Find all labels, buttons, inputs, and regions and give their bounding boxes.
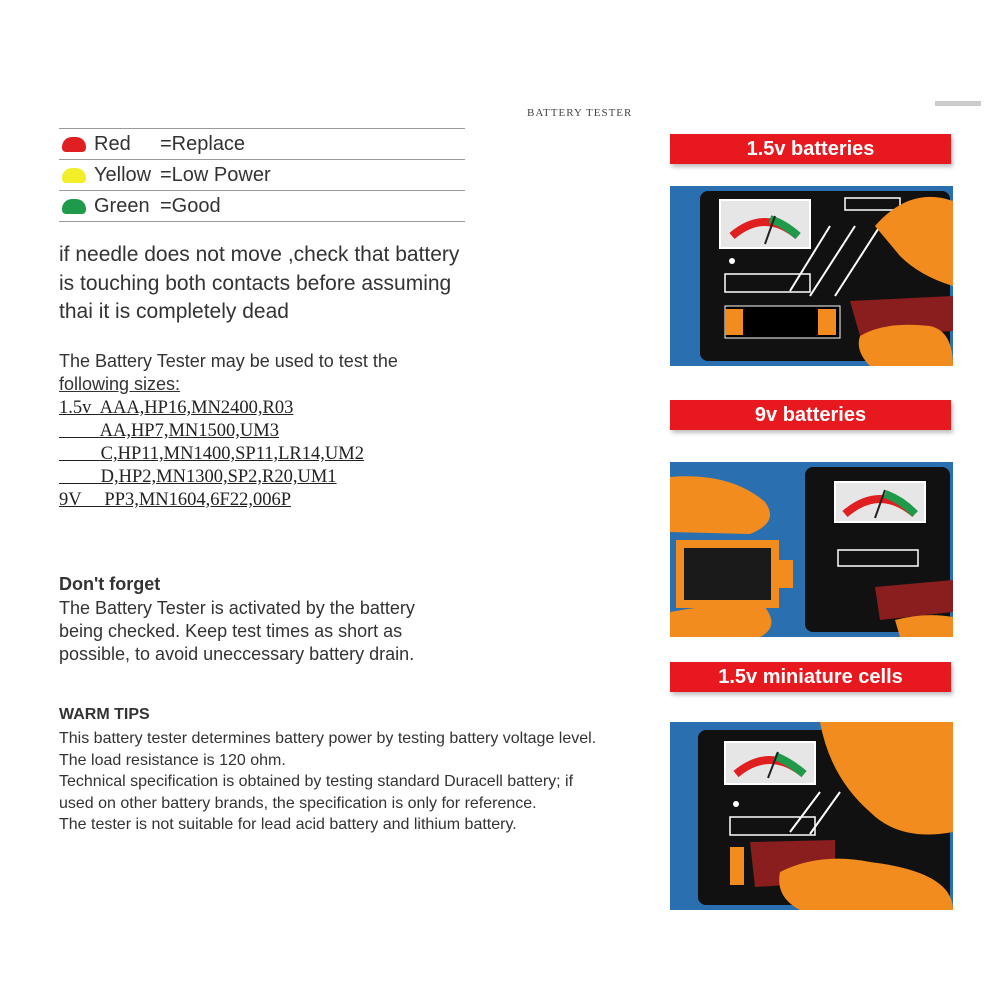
legend-name: Yellow	[94, 163, 152, 186]
legend-name: Green	[94, 194, 150, 217]
sizes-intro-underlined: following sizes:	[59, 374, 181, 394]
warm-tip-line: This battery tester determines battery power by testing battery voltage level.	[59, 730, 597, 747]
legend-row-yellow	[59, 159, 465, 190]
banner-9v-batteries: 9v batteries	[670, 400, 951, 430]
size-line: C,HP11,MN1400,SP11,LR14,UM2	[59, 444, 364, 464]
tester-illustration	[670, 186, 953, 366]
legend-meaning: =Replace	[160, 132, 246, 155]
green-indicator-icon	[62, 199, 86, 214]
photo-miniature-cell-test	[670, 722, 953, 910]
photo-9v-battery-test	[670, 462, 953, 637]
legend-row-green	[59, 190, 465, 222]
size-line: D,HP2,MN1300,SP2,R20,UM1	[59, 467, 337, 487]
sizes-intro-line: The Battery Tester may be used to test the	[59, 351, 398, 371]
dont-forget-body: The Battery Tester is activated by the battery being checked. Keep test times as short as possible, to avoid uneccessary battery drain.	[59, 598, 415, 664]
header-corner-mark	[935, 101, 981, 106]
banner-miniature-cells: 1.5v miniature cells	[670, 662, 951, 692]
size-line: 9V PP3,MN1604,6F22,006P	[59, 490, 291, 510]
tester-illustration	[670, 462, 953, 637]
yellow-indicator-icon	[62, 168, 86, 183]
warm-tips-body	[59, 728, 599, 836]
legend-name: Red	[94, 132, 131, 155]
size-line: AA,HP7,MN1500,UM3	[59, 421, 279, 441]
legend-meaning: =Good	[160, 194, 221, 217]
banner-1-5v-batteries: 1.5v batteries	[670, 134, 951, 164]
warm-tip-line: The tester is not suitable for lead acid battery and lithium battery.	[59, 816, 517, 833]
photo-1-5v-battery-test	[670, 186, 953, 366]
warm-tips-title: WARM TIPS	[59, 706, 150, 723]
legend-row-red	[59, 128, 465, 159]
dont-forget-title: Don't forget	[59, 574, 161, 594]
size-line: 1.5v AAA,HP16,MN2400,R03	[59, 398, 294, 418]
legend-meaning: =Low Power	[160, 163, 271, 186]
warm-tip-line: Technical specification is obtained by testing standard Duracell battery; if used on other battery brands, the specification is only for reference.	[59, 773, 574, 812]
warm-tip-line: The load resistance is 120 ohm.	[59, 751, 286, 769]
sizes-intro	[59, 350, 398, 396]
tester-illustration	[670, 722, 953, 910]
red-indicator-icon	[62, 137, 86, 152]
page-header-title: BATTERY TESTER	[527, 107, 633, 119]
needle-note: if needle does not move ,check that battery is touching both contacts before assuming thai it is completely dead	[59, 243, 460, 323]
